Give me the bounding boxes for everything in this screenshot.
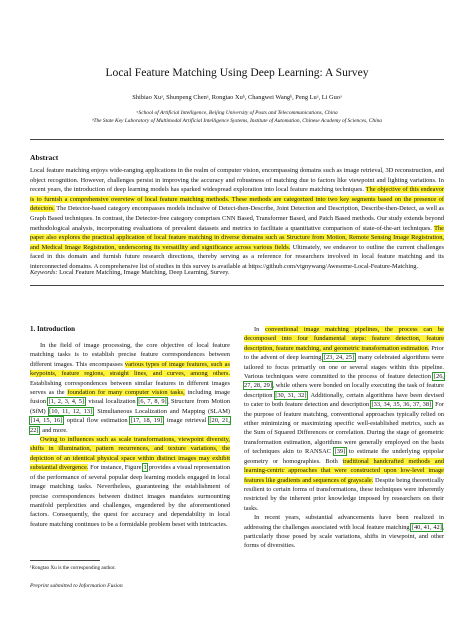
footnote: ¹Rongtao Xu is the corresponding author. (30, 565, 116, 571)
figure-link[interactable]: 1 (143, 464, 147, 472)
paragraph (30, 341, 230, 435)
text: , and more. (39, 426, 68, 434)
text: provides a visual representation of the performance of several popular deep learning models engaged in local image matching tasks. Nevertheless, guaranteeing the establishment of precise correspondences between distinct images mandates surmounting manifold perplexities and challenges, engendered by the aforementioned factors. Consequently, the quest for accuracy and dependability in local feature matching continues to be a formidable problem beset with intricacies. (30, 464, 230, 528)
text: , visual localization (84, 398, 138, 406)
github-link[interactable]: https://github.com/vignywang/Awesome-Local-Feature-Matching (248, 262, 417, 270)
citation-link[interactable]: [39] (334, 448, 346, 456)
text: , Structure from Motion (SfM) (30, 398, 231, 415)
text: , many celebrated algorithms were tailored to focus primarily on one or several stages within this pipeline. Various techniques were committed to the process of feature detection (244, 354, 444, 381)
left-column (30, 341, 230, 529)
top-divider (30, 139, 444, 140)
citation-link[interactable]: [10, 11, 12, 13] (49, 407, 93, 415)
affiliation-a: ᵃSchool of Artificial Intelligence, Beijing University of Posts and Telecommunications, China (136, 110, 338, 116)
bottom-divider (30, 285, 444, 286)
citation-link[interactable]: [26, 27, 28, 29] (244, 373, 444, 390)
text: In recent years, substantial advancements have been realized in addressing the challenges associated with local feature matching (244, 514, 444, 531)
highlight: The objective of this endeavor is to furnish a comprehensive overview of local feature matching methods. These methods are categorized into two key segments based on the presence of detectors. (30, 186, 444, 213)
keywords-line (30, 269, 444, 276)
text: , image retrieval (162, 417, 209, 425)
text: . For the purpose of feature matching, conventional approaches typically relied on either minimizing or maximizing specific well-established metrics, such as the Sum of Squared Differences or correlation. During the stage of geometric transformation estimation, algorithms were generally employed on the basis of techniques akin to RANSAC (244, 401, 444, 456)
section-heading: 1. Introduction (30, 325, 75, 333)
keywords-text: Local Feature Matching, Image Matching, Deep Learning, Survey. (57, 269, 230, 276)
preprint-note: Preprint submitted to Information Fusion (30, 583, 123, 589)
text: Despite being theoretically resilient to certain forms of transformations, these techniques were inherently restricted by the inherent prior knowledge imposed by researchers on their tasks. (244, 476, 445, 512)
citation-link[interactable]: [30, 31, 32] (275, 391, 307, 399)
text: . Additionally, certain algorithms have been devised to cater to both feature detection and description (244, 391, 444, 409)
text: including image fusion (30, 389, 231, 406)
highlight: various types of image features, such as keypoints, feature regions, straight lines, and curves, among others. (30, 360, 230, 378)
citation-link[interactable]: [20, 21, 22] (30, 417, 231, 434)
paragraph (244, 325, 444, 513)
citation-link[interactable]: [14, 15, 16] (30, 417, 63, 425)
text: to estimate the underlying epipolar geometry or homographies. Both (244, 448, 444, 465)
highlight: The paper also explores the practical application of local feature matching in diverse domains such as Structure from Motion, Remote Sensing Image Registration, and Medical Image Registration, underscoring its versatility and significance across various fields. (30, 224, 444, 251)
text: , while others were bonded on locally executing the task of feature description (244, 382, 444, 399)
text: , particularly those posed by scale variations, shifts in viewpoint, and other forms of diversities. (244, 523, 444, 550)
author-list: Shibiao Xuᵃ, Shunpeng Chenᵃ, Rongtao Xuᵇ, Changwei Wangᵇ, Peng Luᵃ, Li Guoᵃ (132, 94, 342, 101)
highlight: foundation for many computer vision tasks, (67, 389, 185, 397)
footnote-divider (30, 560, 100, 561)
highlight: conventional image matching pipelines, the process can be decomposed into four fundamental steps: feature detection, feature description, feature matching, and geometric transformation estimation. (244, 326, 444, 352)
text: , optical flow estimation (62, 417, 131, 425)
text: In the field of image processing, the core objective of local feature matching tasks is to establish precise feature correspondences between different images. This encompasses (30, 342, 230, 368)
abstract-heading: Abstract (30, 153, 59, 162)
text: , Simultaneous Localization and Mapping (SLAM) (92, 407, 231, 415)
citation-link[interactable]: [40, 41, 42] (411, 523, 442, 531)
highlight: Owing to influences such as scale transformations, viewpoint diversity, shifts in illumination, pattern recurrences, and texture variations, the depiction of an identical physical space within distinct images may exhibit substantial divergence. (30, 436, 230, 472)
paragraph (30, 435, 230, 529)
citation-link[interactable]: [23, 24, 25] (323, 354, 355, 362)
paper-title: Local Feature Matching Using Deep Learning: A Survey (105, 66, 369, 79)
citation-link[interactable]: [17, 18, 19] (130, 417, 163, 425)
text: Prior to the advent of deep learning (244, 344, 444, 362)
citation-link[interactable]: [1, 2, 3, 4, 5] (48, 398, 85, 406)
abstract-text: The Detector-based category encompasses models inclusive of Detect-then-Describe, Joint Detection and Description, Describe-then-Detect, as well as Graph Based techniques. In contrast, the Detector-free category comprises CNN Based, Transformer Based, and Patch Based methods. Our study extends beyond methodological analysis, incorporating evaluations of prevalent datasets and metrics to facilitate a quantitative comparison of state-of-the-art techniques. (30, 205, 444, 232)
abstract-body (30, 166, 444, 272)
text: Establishing correspondences between similar features in different images serves as the (30, 379, 230, 397)
highlight: traditional handcrafted methods and learning-centric approaches that were constructed upon low-level image features like gradients and sequences of grayscale. (244, 457, 444, 484)
citation-link[interactable]: [6, 7, 8, 9] (138, 398, 167, 406)
keywords-label: Keywords: (30, 269, 58, 276)
citation-link[interactable]: [33, 34, 35, 36, 37, 38] (371, 401, 432, 409)
text: For instance, Figure (88, 464, 144, 472)
text: In (254, 326, 266, 333)
paragraph (244, 513, 444, 551)
right-column (244, 325, 444, 551)
abstract-text: . (416, 262, 419, 270)
abstract-text: Local feature matching enjoys wide-ranging applications in the realm of computer vision, encompassing domains such as image retrieval, 3D reconstruction, and object recognition. However, challenges persist in improving the accuracy and robustness of matching due to factors like viewpoint and lighting variations. In recent years, the introduction of deep learning models has sparked widespread exploration into local feature matching techniques. (30, 167, 444, 194)
affiliation-b: ᵇThe State Key Laboratory of Multimodal Artificial Intelligence Systems, Institute of Automation, Chinese Academy of Sciences, China (92, 118, 382, 124)
abstract-text: Ultimately, we endeavor to outline the current challenges faced in this domain and furnish future research directions, thereby serving as a reference for researchers involved in local feature matching and its interconnected domains. A comprehensive list of studies in this survey is available at (30, 243, 445, 270)
